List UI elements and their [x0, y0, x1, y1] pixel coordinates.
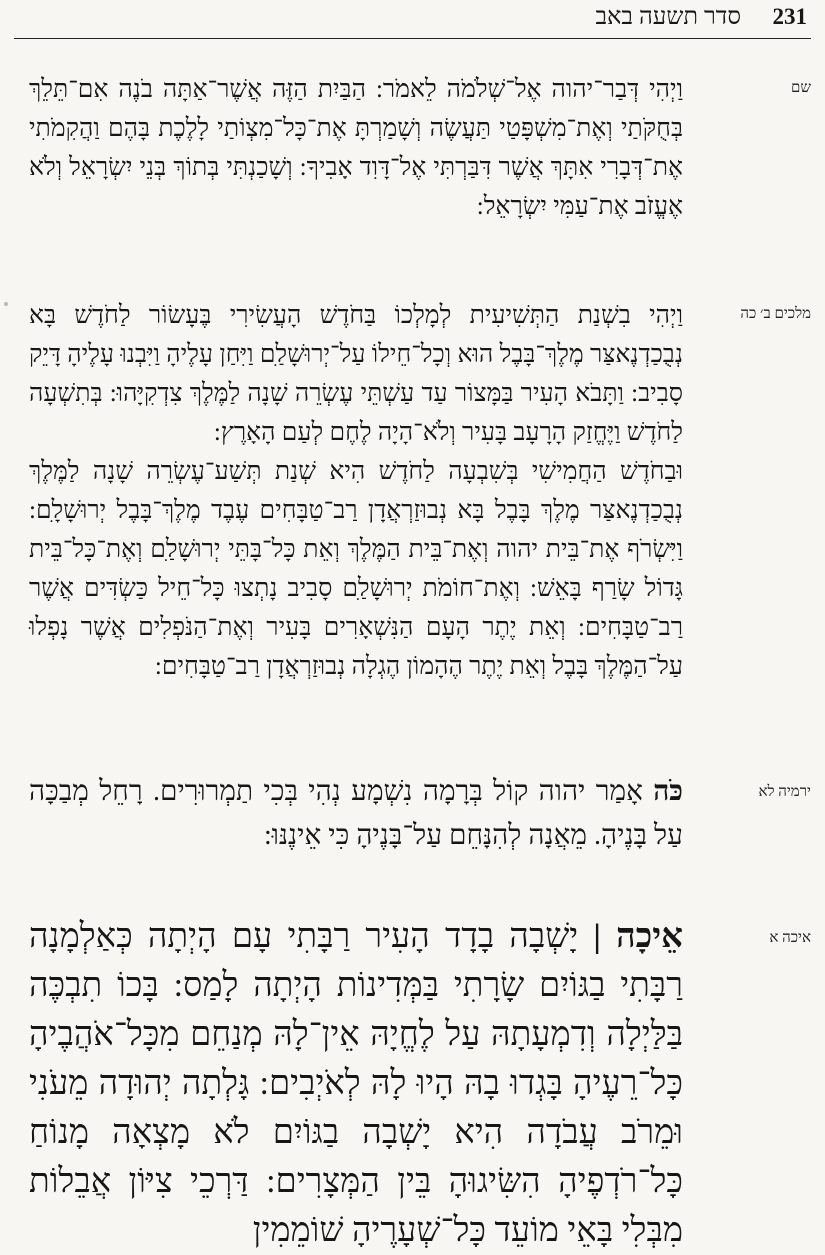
- passage-text: [29, 70, 683, 226]
- passage-body: יָשְׁבָה בָדָד הָעִיר רַבָּתִי עָם הָיְתָה כְּאַלְמָנָה רַבָּתִי בַגּוֹיִם שָׂרָתִי בַּמְּדִינוֹת הָיְתָה לָמַס: בָּכוֹ תִבְכֶּה בַּלַּיְלָה וְדִמְעָתָהּ עַל לֶחֱיָהּ אֵין־לָהּ מְנַחֵם מִכָּל־אֹהֲבֶיהָ כָּל־רֵעֶיהָ בָּגְדוּ בָהּ הָיוּ לָהּ לְאֹיְבִים: גָּלְתָה יְהוּדָה מֵעֹנִי וּמֵרֹב עֲבֹדָה הִיא יָשְׁבָה בַגּוֹיִם לֹא מָצְאָה מָנוֹחַ כָּל־רֹדְפֶיהָ הִשִּׂיגוּהָ בֵּין הַמְּצָרִים: דַּרְכֵי צִיּוֹן אֲבֵלוֹת מִבְּלִי בָּאֵי מוֹעֵד כָּל־שְׁעָרֶיהָ שׁוֹמֵמִין: [29, 918, 683, 1249]
- passage-jeremiah: [14, 770, 811, 870]
- passage-paragraph: וַיְהִי דְּבַר־יהוה אֶל־שְׁלֹמֹה לֵאמֹר: הַבַּיִת הַזֶּה אֲשֶׁר־אַתָּה בֹנֶה אִם־תֵּלֵךְ בְּחֻקֹּתַי וְאֶת־מִשְׁפָּטַי תַּעֲשֶׂה וְשָׁמַרְתָּ אֶת־כָּל־מִצְוֹתַי לָלֶכֶת בָּהֶם וַהֲקִמֹתִי אֶת־דְּבָרִי אִתָּךְ אֲשֶׁר דִּבַּרְתִּי אֶל־דָּוִד אָבִיךָ: וְשָׁכַנְתִּי בְּתוֹךְ בְּנֵי יִשְׂרָאֵל וְלֹא אֶעֱזֹב אֶת־עַמִּי יִשְׂרָאֵל:: [29, 76, 683, 220]
- passage-paragraph: [29, 770, 683, 858]
- passage-text: [29, 770, 683, 858]
- passage-body: אָמַר יהוה קוֹל בְּרָמָה נִשְׁמָע נְהִי בְּכִי תַמְרוּרִים. רָחֵל מְבַכָּה עַל בָּנֶיהָ. מֵאֲנָה לְהִנָּחֵם עַל־בָּנֶיהָ כִּי אֵינֶנּוּ:: [29, 776, 683, 851]
- header-rule: [14, 38, 811, 39]
- page-title: סדר תשעה באב: [595, 4, 741, 30]
- passage-lamentations: [14, 912, 811, 1249]
- passage-paragraph: וַיְהִי בִשְׁנַת הַתְּשִׁיעִית לְמָלְכוֹ בַּחֹדֶשׁ הָעֲשִׂירִי בֶּעָשׂוֹר לַחֹדֶשׁ בָּא נְבֻכַדְנֶאצַּר מֶלֶךְ־בָּבֶל הוּא וְכָל־חֵילוֹ עַל־יְרוּשָׁלַ‍ִם וַיִּחַן עָלֶיהָ וַיִּבְנוּ עָלֶיהָ דָּיֵק סָבִיב: וַתָּבֹא הָעִיר בַּמָּצוֹר עַד עַשְׁתֵּי עֶשְׂרֵה שָׁנָה לַמֶּלֶךְ צִדְקִיָּהוּ: בְּתִשְׁעָה לַחֹדֶשׁ וַיֶּחֱזַק הָרָעָב בָּעִיר וְלֹא־הָיָה לֶחֶם לְעַם הָאָרֶץ:: [29, 302, 683, 446]
- page-number: 231: [772, 4, 807, 29]
- opening-word: אֵיכָה |: [593, 918, 683, 955]
- passage-paragraph: [29, 912, 683, 1255]
- running-head: [107, 2, 807, 42]
- source-reference: ירמיה לא: [758, 784, 811, 800]
- passage-kings-one: [14, 70, 811, 240]
- passage-kings-two: [14, 296, 811, 726]
- source-reference: איכה א: [769, 930, 811, 946]
- paper-speck: [4, 302, 8, 306]
- opening-word: כֹּה: [653, 776, 683, 807]
- source-reference: שם: [791, 80, 811, 96]
- passage-paragraph: וּבַחֹדֶשׁ הַחֲמִישִׁי בְּשִׁבְעָה לַחֹדֶשׁ הִיא שְׁנַת תְּשַׁע־עֶשְׂרֵה שָׁנָה לַמֶּלֶךְ נְבֻכַדְנֶאצַּר מֶלֶךְ בָּבֶל בָּא נְבוּזַרְאֲדָן רַב־טַבָּחִים עֶבֶד מֶלֶךְ־בָּבֶל יְרוּשָׁלָ‍ִם: וַיִּשְׂרֹף אֶת־בֵּית יהוה וְאֶת־בֵּית הַמֶּלֶךְ וְאֵת כָּל־בָּתֵּי יְרוּשָׁלַ‍ִם וְאֶת־כָּל־בֵּית גָּדוֹל שָׂרַף בָּאֵשׁ: וְאֶת־חוֹמֹת יְרוּשָׁלַ‍ִם סָבִיב נָתְצוּ כָּל־חֵיל כַּשְׂדִּים אֲשֶׁר רַב־טַבָּחִים: וְאֵת יֶתֶר הָעָם הַנִּשְׁאָרִים בָּעִיר וְאֶת־הַנֹּפְלִים אֲשֶׁר נָפְלוּ עַל־הַמֶּלֶךְ בָּבֶל וְאֵת יֶתֶר הֶהָמוֹן הֶגְלָה נְבוּזַרְאֲדָן רַב־טַבָּחִים:: [29, 458, 683, 680]
- source-reference: מלכים ב׳ כה: [740, 306, 811, 322]
- passage-text: [29, 912, 683, 1255]
- passage-text: [29, 296, 683, 686]
